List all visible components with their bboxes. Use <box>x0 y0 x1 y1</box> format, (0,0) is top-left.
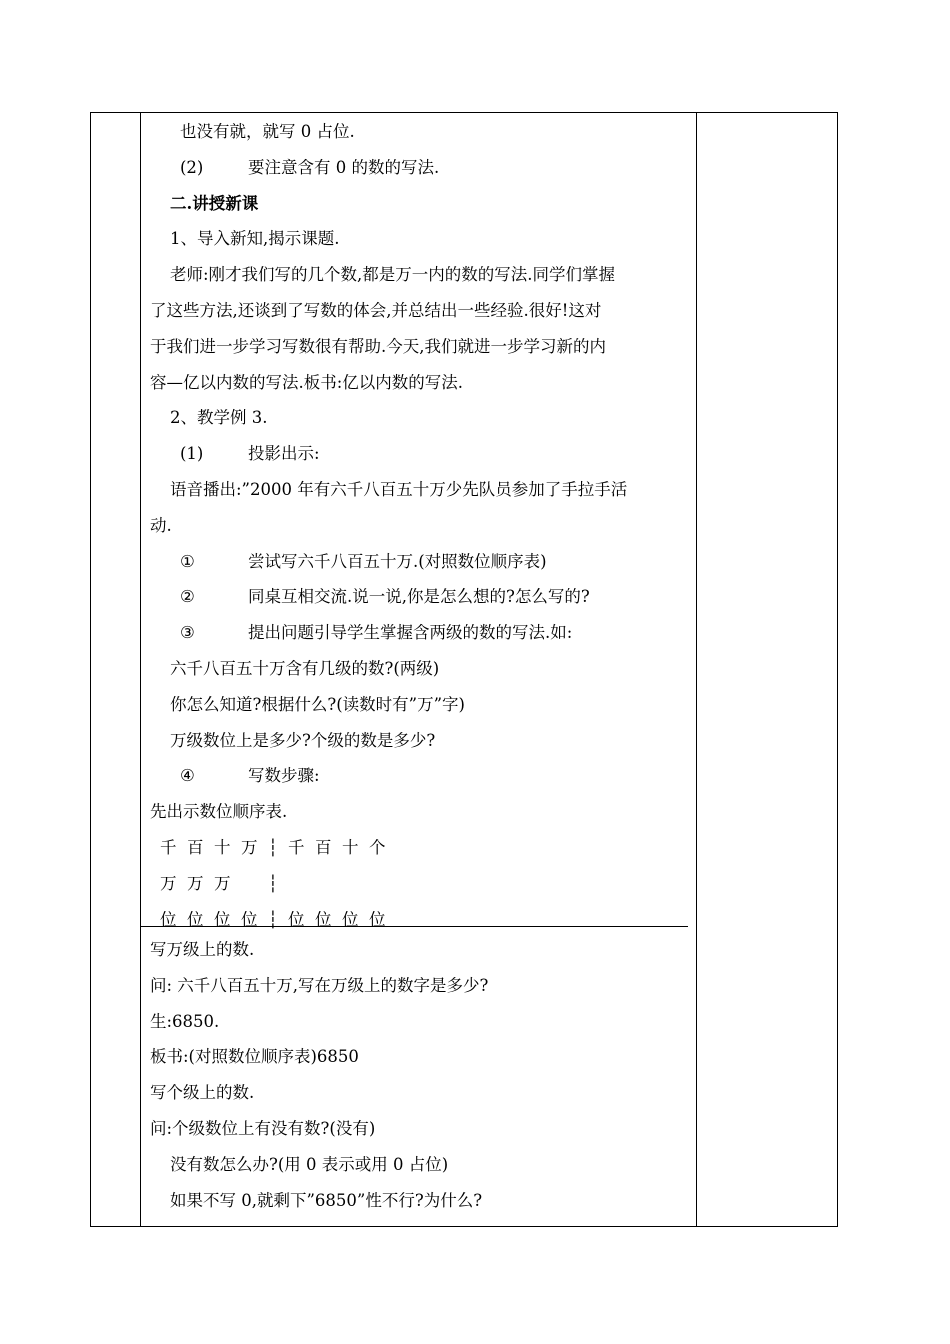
place-cell: 位 <box>187 909 204 929</box>
step-line <box>150 544 690 580</box>
place-cell: 十 <box>342 837 359 857</box>
step-number: ② <box>180 587 195 607</box>
section-heading: 二.讲授新课 <box>170 193 259 213</box>
place-cell: 位 <box>214 909 231 929</box>
column-divider-right <box>696 112 697 1227</box>
item-text: 投影出示: <box>248 444 320 464</box>
question-line: 问: 六千八百五十万,写在万级上的数字是多少? <box>150 975 489 995</box>
item-number: (2) <box>180 157 204 177</box>
place-cell: 千 <box>160 837 177 857</box>
place-separator: ┆ <box>268 909 278 929</box>
text-line: 写个级上的数. <box>150 1083 255 1103</box>
place-cell: 位 <box>342 909 359 929</box>
step-line <box>150 758 690 794</box>
place-cell: 位 <box>315 909 332 929</box>
text-line: 写万级上的数. <box>150 940 255 959</box>
answer-line: 生:6850. <box>150 1011 220 1031</box>
text-line: 先出示数位顺序表. <box>150 802 288 822</box>
place-cell: 万 <box>187 873 204 893</box>
paragraph-line: 容—亿以内数的写法.板书:亿以内数的写法. <box>150 372 464 392</box>
place-cell: 位 <box>160 909 177 929</box>
place-separator: ┆ <box>268 837 278 857</box>
place-table-row-wan <box>150 866 690 902</box>
place-cell: 千 <box>288 837 305 857</box>
place-cell: 个 <box>369 837 386 857</box>
step-text: 写数步骤: <box>248 766 320 786</box>
board-note-line: 板书:(对照数位顺序表)6850 <box>150 1047 359 1067</box>
item-number: (1) <box>180 444 204 464</box>
paragraph-line: 了这些方法,还谈到了写数的体会,并总结出一些经验.很好!这对 <box>150 300 602 320</box>
place-cell: 十 <box>214 837 231 857</box>
place-table-row-units <box>150 830 690 866</box>
text-line <box>150 436 690 472</box>
step-text: 尝试写六千八百五十万.(对照数位顺序表) <box>248 551 547 571</box>
step-line <box>150 615 690 651</box>
text-line: 2、教学例 3. <box>170 408 268 428</box>
step-number: ③ <box>180 623 195 643</box>
column-divider-left <box>140 112 141 1227</box>
step-text: 同桌互相交流.说一说,你是怎么想的?怎么写的? <box>248 587 590 607</box>
text-line <box>150 150 690 186</box>
text-line: 也没有就，就写 0 占位. <box>180 122 355 141</box>
step-text: 提出问题引导学生掌握含两级的数的写法.如: <box>248 623 573 643</box>
paragraph-line: 于我们进一步学习写数很有帮助.今天,我们就进一步学习新的内 <box>150 336 606 356</box>
step-number: ④ <box>180 766 195 786</box>
place-cell: 万 <box>160 873 177 893</box>
place-cell: 位 <box>288 909 305 929</box>
place-cell: 万 <box>241 837 258 857</box>
paragraph-line: 动. <box>150 515 172 535</box>
paragraph-line: 老师:刚才我们写的几个数,都是万一内的数的写法.同学们掌握 <box>170 265 616 285</box>
place-cell: 位 <box>369 909 386 929</box>
place-separator: ┆ <box>268 873 278 893</box>
text-line: 1、导入新知,揭示课题. <box>170 229 340 249</box>
question-line: 万级数位上是多少?个级的数是多少? <box>170 730 436 750</box>
question-line: 六千八百五十万含有几级的数?(两级) <box>170 658 440 678</box>
question-line: 问:个级数位上有没有数?(没有) <box>150 1118 376 1138</box>
place-cell: 百 <box>187 837 204 857</box>
step-number: ① <box>180 551 195 571</box>
question-line: 如果不写 0,就剩下”6850”性不行?为什么? <box>170 1190 483 1210</box>
lesson-content-lower <box>150 932 690 1218</box>
step-line <box>150 579 690 615</box>
place-cell: 万 <box>214 873 231 893</box>
place-cell: 百 <box>315 837 332 857</box>
lesson-content-upper <box>150 114 690 937</box>
paragraph-line: 语音播出:”2000 年有六千八百五十万少先队员参加了手拉手活 <box>170 479 628 499</box>
place-cell: 位 <box>241 909 258 929</box>
question-line: 没有数怎么办?(用 0 表示或用 0 占位) <box>170 1154 449 1174</box>
question-line: 你怎么知道?根据什么?(读数时有”万”字) <box>170 694 465 714</box>
item-text: 要注意含有 0 的数的写法. <box>248 157 440 177</box>
